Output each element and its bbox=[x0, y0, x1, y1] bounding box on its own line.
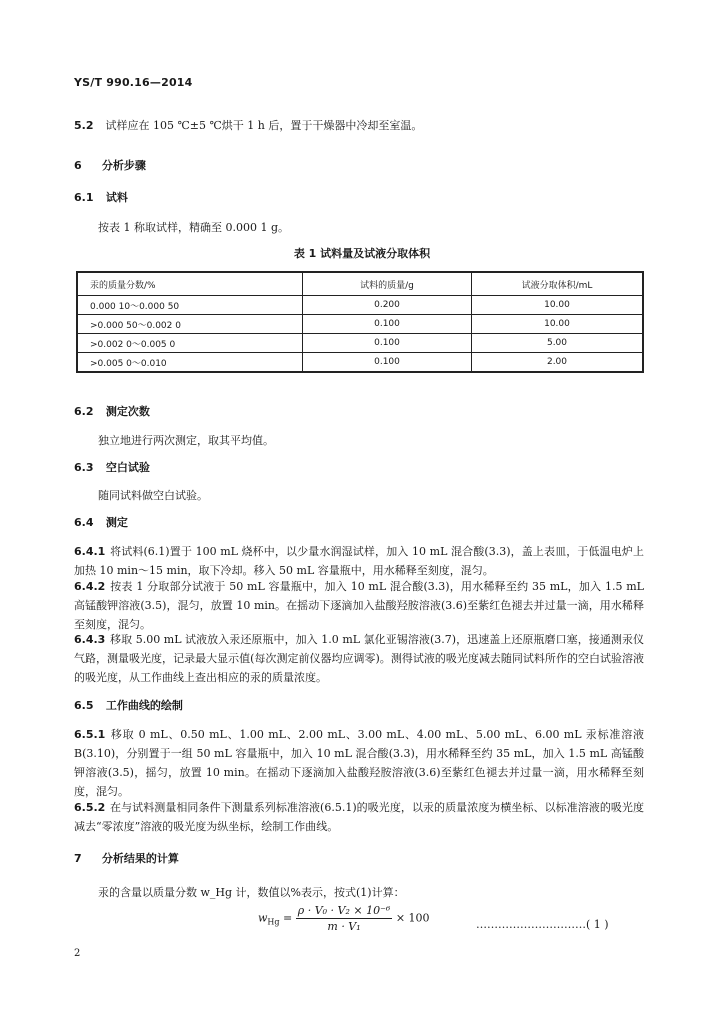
section-number: 5.2 bbox=[74, 119, 94, 132]
section-text: 移取 0 mL、0.50 mL、1.00 mL、2.00 mL、3.00 mL、4.00 mL、5.00 mL、6.00 mL 汞标准溶液 B(3.10)，分别置于一组 50 mL 容量瓶中，加入 10 mL 混合酸(3.3)，用水稀释至约 35 mL，加入 1.5 mL 高锰酸钾溶液(3.5)，摇匀，放置 10 min。在摇动下逐滴加入盐酸羟胺溶液(3.6)至紫红色褪去并过量一滴，用水稀释至刻度，混匀。 bbox=[74, 728, 644, 798]
standard-code-header: YS/T 990.16—2014 bbox=[74, 76, 193, 89]
section-7-text: 汞的含量以质量分数 w_Hg 计，数值以%表示，按式(1)计算： bbox=[98, 886, 405, 899]
section-number: 6.4.2 bbox=[74, 580, 106, 593]
section-text: 在与试料测量相同条件下测量系列标准溶液(6.5.1)的吸光度，以汞的质量浓度为横坐标、以标准溶液的吸光度减去“零浓度”溶液的吸光度为纵坐标，绘制工作曲线。 bbox=[74, 801, 644, 833]
section-6-4-3 bbox=[74, 630, 644, 687]
section-title: 测定 bbox=[105, 516, 128, 529]
table-cell: 0.100 bbox=[303, 315, 472, 334]
table-header-row bbox=[77, 272, 643, 296]
section-number: 6.2 bbox=[74, 405, 94, 418]
section-title: 分析结果的计算 bbox=[101, 852, 179, 865]
table-1-caption: 表 1 试料量及试液分取体积 bbox=[293, 247, 431, 260]
section-title: 工作曲线的绘制 bbox=[105, 699, 183, 712]
formula-lhs-subscript: Hg bbox=[267, 917, 280, 927]
section-number: 6.3 bbox=[74, 461, 94, 474]
section-6-5-2 bbox=[74, 798, 644, 836]
section-6-2-text: 独立地进行两次测定，取其平均值。 bbox=[98, 434, 274, 447]
table-cell: 0.000 10～0.000 50 bbox=[77, 296, 303, 315]
table-header-cell: 试液分取体积/mL bbox=[472, 272, 644, 296]
section-text: 按表 1 分取部分试液于 50 mL 容量瓶中，加入 10 mL 混合酸(3.3)，用水稀释至约 35 mL，加入 1.5 mL 高锰酸钾溶液(3.5)，混匀，放置 10 min。在摇动下逐滴加入盐酸羟胺溶液(3.6)至紫红色褪去并过量一滴，用水稀释至刻度，混匀。 bbox=[74, 580, 644, 631]
formula-denominator: m · V₁ bbox=[327, 920, 361, 933]
table-row bbox=[77, 315, 643, 334]
section-7-heading bbox=[74, 850, 179, 866]
table-cell: 2.00 bbox=[472, 353, 644, 373]
section-number: 7 bbox=[74, 852, 82, 865]
section-text: 试样应在 105 ℃±5 ℃烘干 1 h 后，置于干燥器中冷却至室温。 bbox=[105, 119, 423, 132]
table-cell: >0.000 50～0.002 0 bbox=[77, 315, 303, 334]
section-5-2 bbox=[74, 116, 422, 136]
formula-lhs: w bbox=[258, 911, 268, 925]
formula-1 bbox=[258, 904, 430, 933]
formula-equals: = bbox=[283, 911, 293, 925]
section-number: 6.1 bbox=[74, 191, 94, 204]
table-cell: 10.00 bbox=[472, 315, 644, 334]
page-number: 2 bbox=[74, 948, 81, 959]
section-title: 分析步骤 bbox=[101, 159, 146, 172]
section-6-4-2 bbox=[74, 577, 644, 634]
table-header-cell: 汞的质量分数/% bbox=[77, 272, 303, 296]
table-row bbox=[77, 296, 643, 315]
formula-factor: × 100 bbox=[395, 911, 430, 925]
formula-numerator: ρ · V₀ · V₂ × 10⁻⁶ bbox=[297, 904, 391, 917]
section-number: 6 bbox=[74, 159, 82, 172]
table-cell: >0.002 0～0.005 0 bbox=[77, 334, 303, 353]
table-cell: 0.100 bbox=[303, 334, 472, 353]
table-cell: 10.00 bbox=[472, 296, 644, 315]
section-text: 将试料(6.1)置于 100 mL 烧杯中，以少量水润湿试样，加入 10 mL 混合酸(3.3)，盖上表皿，于低温电炉上加热 10 min～15 min，取下冷却。移入 50 mL 容量瓶中，用水稀释至刻度，混匀。 bbox=[74, 545, 644, 577]
table-cell: 0.100 bbox=[303, 353, 472, 373]
section-6-2-heading bbox=[74, 403, 150, 419]
table-cell: >0.005 0～0.010 bbox=[77, 353, 303, 373]
section-number: 6.5.2 bbox=[74, 801, 106, 814]
section-6-heading bbox=[74, 157, 146, 173]
section-title: 试料 bbox=[105, 191, 128, 204]
section-6-5-1 bbox=[74, 725, 644, 801]
section-6-4-1 bbox=[74, 542, 644, 580]
section-6-4-heading bbox=[74, 514, 128, 530]
table-header-cell: 试料的质量/g bbox=[303, 272, 472, 296]
section-number: 6.4.1 bbox=[74, 545, 106, 558]
section-6-1-text: 按表 1 称取试样，精确至 0.000 1 g。 bbox=[98, 221, 290, 234]
section-number: 6.4.3 bbox=[74, 633, 106, 646]
section-6-5-heading bbox=[74, 697, 183, 713]
section-number: 6.5 bbox=[74, 699, 94, 712]
section-6-3-text: 随同试料做空白试验。 bbox=[98, 489, 208, 502]
formula-fraction bbox=[296, 904, 393, 933]
section-number: 6.5.1 bbox=[74, 728, 106, 741]
section-text: 移取 5.00 mL 试液放入汞还原瓶中，加入 1.0 mL 氯化亚锡溶液(3.7)，迅速盖上还原瓶磨口塞，接通测汞仪气路，测量吸光度，记录最大显示值(每次测定前仪器均应调零)。测得试液的吸光度减去随同试料所作的空白试验溶液的吸光度，从工作曲线上查出相应的汞的质量浓度。 bbox=[74, 633, 644, 684]
table-row bbox=[77, 353, 643, 373]
section-title: 空白试验 bbox=[105, 461, 150, 474]
section-6-3-heading bbox=[74, 459, 150, 475]
section-number: 6.4 bbox=[74, 516, 94, 529]
table-row bbox=[77, 334, 643, 353]
section-6-1-heading bbox=[74, 189, 128, 205]
section-title: 测定次数 bbox=[105, 405, 150, 418]
equation-number: …………………………( 1 ) bbox=[476, 918, 609, 931]
table-cell: 0.200 bbox=[303, 296, 472, 315]
table-1 bbox=[76, 271, 644, 373]
table-cell: 5.00 bbox=[472, 334, 644, 353]
